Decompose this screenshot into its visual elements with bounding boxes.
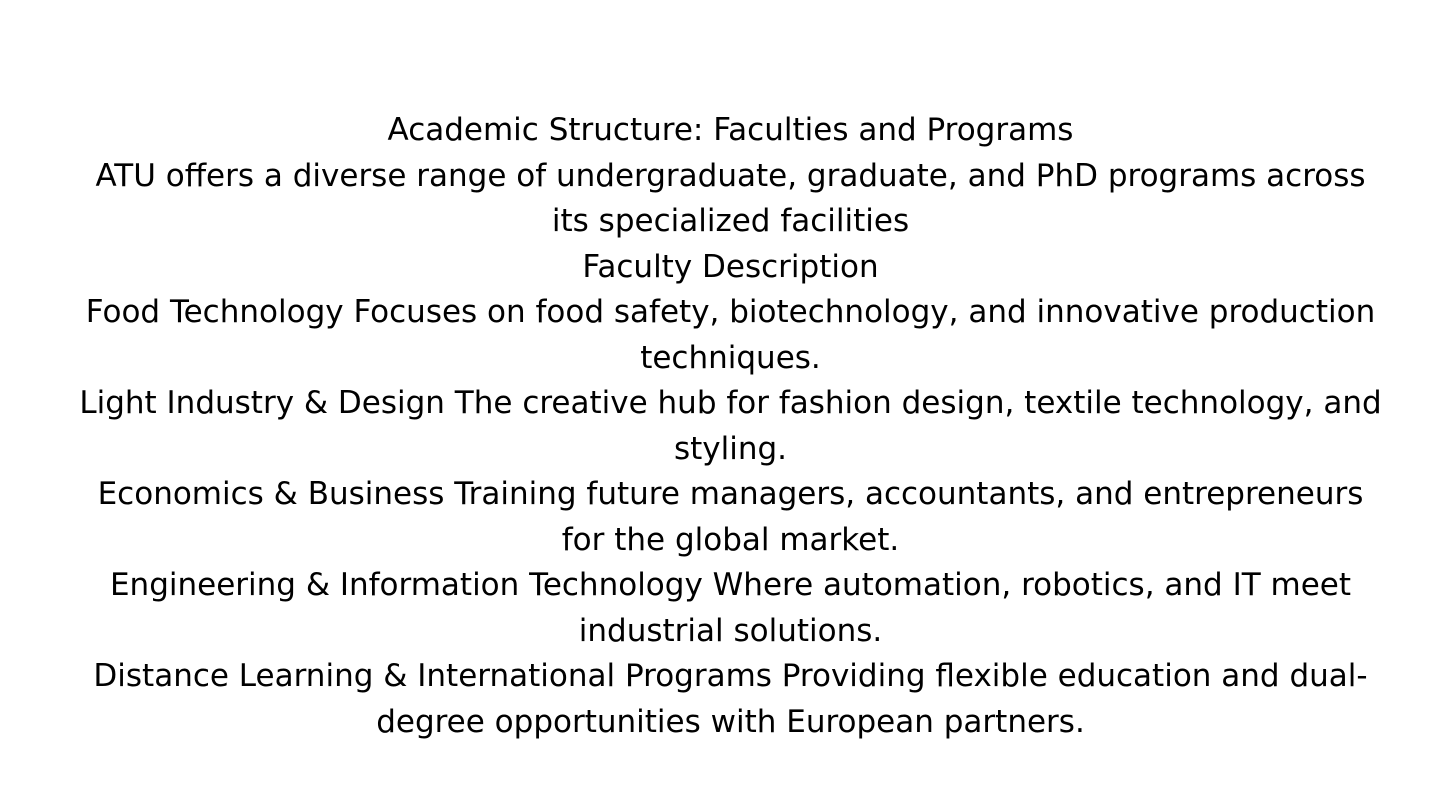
row-distance-learning-international-line-1: Distance Learning & International Programs Providing flexible education and dual- [93,658,1368,694]
row-light-industry-design-line-2: styling. [673,430,788,467]
row-economics-business-line-1: Economics & Business Training future managers, accountants, and entrepreneurs [97,476,1364,512]
intro-line-1: ATU offers a diverse range of undergraduate, graduate, and PhD programs across [95,157,1366,194]
intro-line-2: its specialized facilities [551,203,910,239]
row-food-technology-line-2: techniques. [640,339,821,376]
text-block [21,0,1440,745]
row-distance-learning-international-line-2: degree opportunities with European partners. [376,703,1085,740]
row-light-industry-design-line-1: Light Industry & Design The creative hub for fashion design, textile technology, and [79,385,1382,421]
row-food-technology-line-1: Food Technology Focuses on food safety, biotechnology, and innovative production [85,294,1376,330]
row-engineering-information-technology-line-2: industrial solutions. [578,612,883,649]
row-economics-business-line-2: for the global market. [561,521,900,558]
row-engineering-information-technology-line-1: Engineering & Information Technology Where automation, robotics, and IT meet [109,567,1352,603]
page-title-line: Academic Structure: Faculties and Programs [387,112,1074,148]
table-header-line: Faculty Description [582,248,879,285]
